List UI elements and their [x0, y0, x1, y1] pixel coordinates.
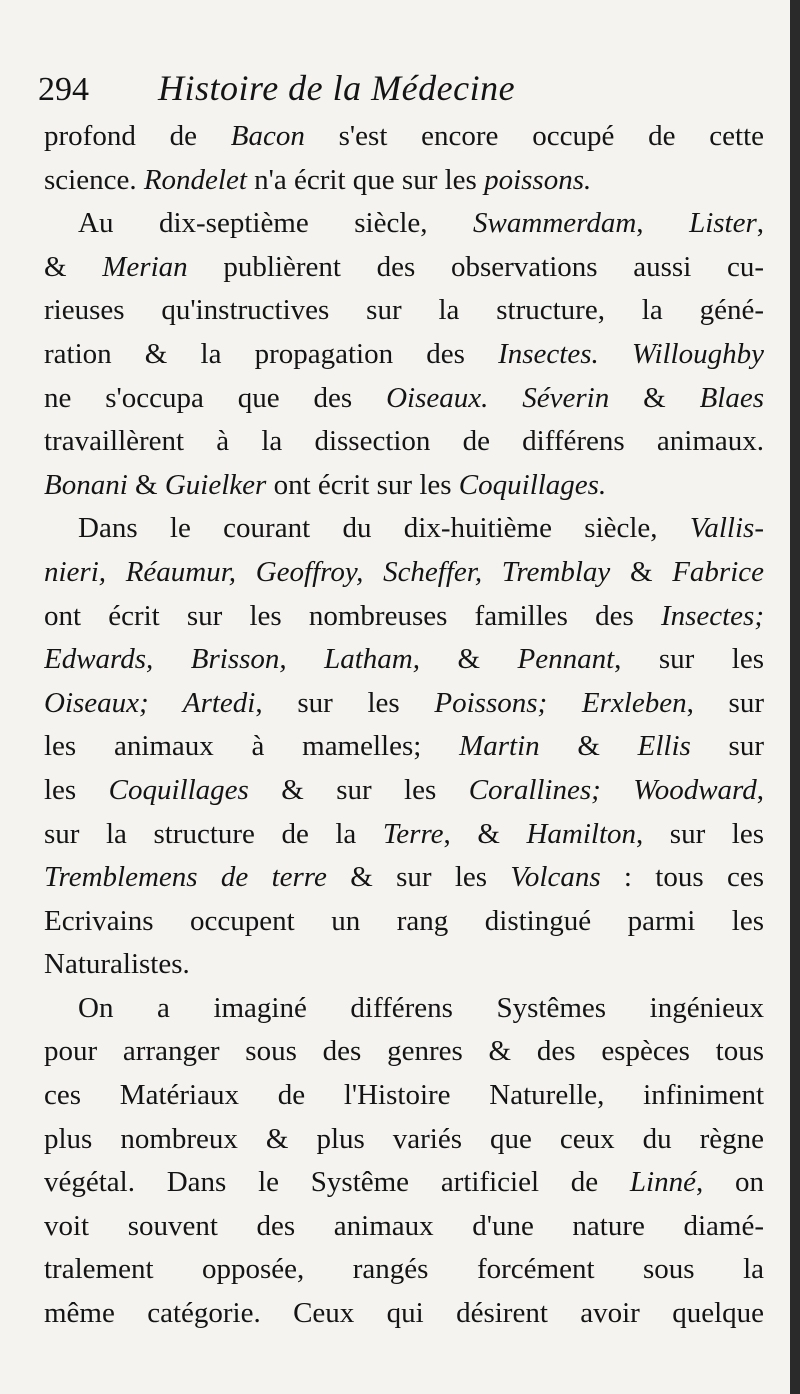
- text-line: [44, 1248, 764, 1292]
- text-segment: les: [44, 773, 109, 806]
- text-segment: voit souvent des animaux d'une nature diamé-: [44, 1209, 764, 1242]
- text-line: [44, 1161, 764, 1205]
- italic-text: Vallis-: [689, 512, 764, 545]
- text-segment: végétal. Dans le Systême artificiel de: [44, 1166, 630, 1199]
- text-segment: & sur les: [248, 773, 469, 806]
- text-segment: ces Matériaux de l'Histoire Naturelle, infiniment: [44, 1079, 764, 1112]
- text-line: [44, 725, 764, 769]
- italic-text: Bonani: [44, 468, 128, 501]
- italic-text: Coquillages.: [458, 468, 607, 501]
- text-line: [44, 856, 764, 900]
- text-line: [44, 1118, 764, 1162]
- italic-text: Guielker: [164, 468, 267, 501]
- text-segment: Naturalistes.: [44, 948, 190, 981]
- text-segment: , sur les: [614, 643, 764, 676]
- text-line: [44, 159, 764, 203]
- text-segment: tralement opposée, rangés forcément sous la: [44, 1253, 764, 1286]
- italic-text: Insectes;: [660, 599, 764, 632]
- text-line: [44, 333, 764, 377]
- text-line: [44, 115, 764, 159]
- italic-text: Oiseaux. Séverin: [386, 381, 610, 414]
- text-line: [44, 769, 764, 813]
- text-segment: Au dix-septième siècle,: [78, 207, 474, 240]
- text-segment: Ecrivains occupent un rang distingué parmi les: [44, 904, 764, 937]
- italic-text: Poissons; Erxleben: [434, 686, 687, 719]
- italic-text: Lister: [689, 207, 757, 240]
- text-segment: ,: [636, 207, 690, 240]
- text-line: [44, 377, 764, 421]
- italic-text: Swammerdam: [473, 207, 637, 240]
- italic-text: Rondelet: [143, 163, 247, 196]
- running-title: Histoire de la Médecine: [158, 68, 516, 108]
- text-segment: les animaux à mamelles;: [44, 730, 460, 763]
- page-header: [38, 66, 758, 114]
- text-segment: ont écrit sur les nombreuses familles des: [44, 599, 661, 632]
- text-segment: sur la structure de la: [44, 817, 383, 850]
- text-segment: &: [127, 468, 165, 501]
- text-line: [44, 246, 764, 290]
- italic-text: Bacon: [230, 120, 305, 152]
- text-segment: n'a écrit que sur les: [246, 163, 485, 196]
- text-segment: sur: [690, 730, 764, 763]
- text-segment: ,: [756, 207, 764, 240]
- text-segment: pour arranger sous des genres & des espèces tous: [44, 1035, 764, 1068]
- text-segment: , &: [443, 817, 527, 850]
- italic-text: poissons.: [484, 163, 592, 196]
- text-segment: & sur les: [326, 861, 511, 894]
- text-line: [44, 595, 764, 639]
- text-line: [44, 1292, 764, 1336]
- text-line: [44, 289, 764, 333]
- italic-text: Blaes: [699, 381, 764, 414]
- text-line: [44, 507, 764, 551]
- text-line: [44, 1074, 764, 1118]
- text-segment: profond de: [44, 120, 231, 152]
- text-segment: même catégorie. Ceux qui désirent avoir quelque: [44, 1297, 764, 1330]
- italic-text: Coquillages: [108, 773, 249, 806]
- text-segment: &: [539, 730, 638, 763]
- text-line: [44, 1205, 764, 1249]
- italic-text: Merian: [102, 250, 188, 283]
- text-segment: , on: [695, 1166, 764, 1199]
- text-segment: s'est encore occupé de cette: [304, 120, 764, 152]
- text-segment: Dans le courant du dix-huitième siècle,: [78, 512, 690, 545]
- text-segment: ont écrit sur les: [266, 468, 459, 501]
- text-segment: travaillèrent à la dissection de différens animaux.: [44, 425, 764, 458]
- text-line: [44, 900, 764, 944]
- text-segment: plus nombreux & plus variés que ceux du règne: [44, 1122, 764, 1155]
- italic-text: Volcans: [510, 861, 601, 894]
- text-line: [44, 682, 764, 726]
- text-line: [44, 420, 764, 464]
- italic-text: Terre: [382, 817, 444, 850]
- italic-text: Fabrice: [672, 555, 764, 588]
- text-line: [44, 551, 764, 595]
- scan-edge: [790, 0, 800, 1394]
- text-segment: , sur les: [636, 817, 764, 850]
- text-segment: &: [420, 643, 518, 676]
- body-text: [44, 115, 764, 1336]
- italic-text: nieri, Réaumur, Geoffroy, Scheffer, Tremblay: [44, 555, 611, 588]
- text-line: [44, 202, 764, 246]
- italic-text: Insectes. Willoughby: [498, 337, 764, 370]
- text-line: [44, 464, 764, 508]
- text-segment: ration & la propagation des: [44, 337, 499, 370]
- text-segment: , sur: [686, 686, 764, 719]
- text-segment: &: [44, 250, 103, 283]
- italic-text: Hamilton: [526, 817, 636, 850]
- italic-text: Linné: [629, 1166, 696, 1199]
- text-line: [44, 943, 764, 987]
- text-segment: , sur les: [255, 686, 435, 719]
- page-number: 294: [38, 71, 89, 108]
- italic-text: Corallines; Woodward: [468, 773, 757, 806]
- text-segment: science.: [44, 163, 144, 196]
- text-segment: &: [609, 381, 700, 414]
- italic-text: Oiseaux; Artedi: [44, 686, 256, 719]
- text-segment: publièrent des observations aussi cu-: [187, 250, 764, 283]
- text-segment: ,: [756, 773, 764, 806]
- text-segment: : tous ces: [600, 861, 764, 894]
- text-segment: ne s'occupa que des: [44, 381, 387, 414]
- italic-text: Edwards, Brisson, Latham,: [44, 643, 420, 676]
- text-line: [44, 813, 764, 857]
- text-segment: rieuses qu'instructives sur la structure, la géné-: [44, 294, 764, 327]
- text-line: [44, 987, 764, 1031]
- italic-text: Pennant: [517, 643, 615, 676]
- text-segment: On a imaginé différens Systêmes ingénieux: [78, 991, 764, 1024]
- italic-text: Tremblemens de terre: [44, 861, 327, 894]
- italic-text: Ellis: [637, 730, 691, 763]
- text-line: [44, 638, 764, 682]
- text-segment: &: [610, 555, 673, 588]
- italic-text: Martin: [459, 730, 540, 763]
- text-line: [44, 1030, 764, 1074]
